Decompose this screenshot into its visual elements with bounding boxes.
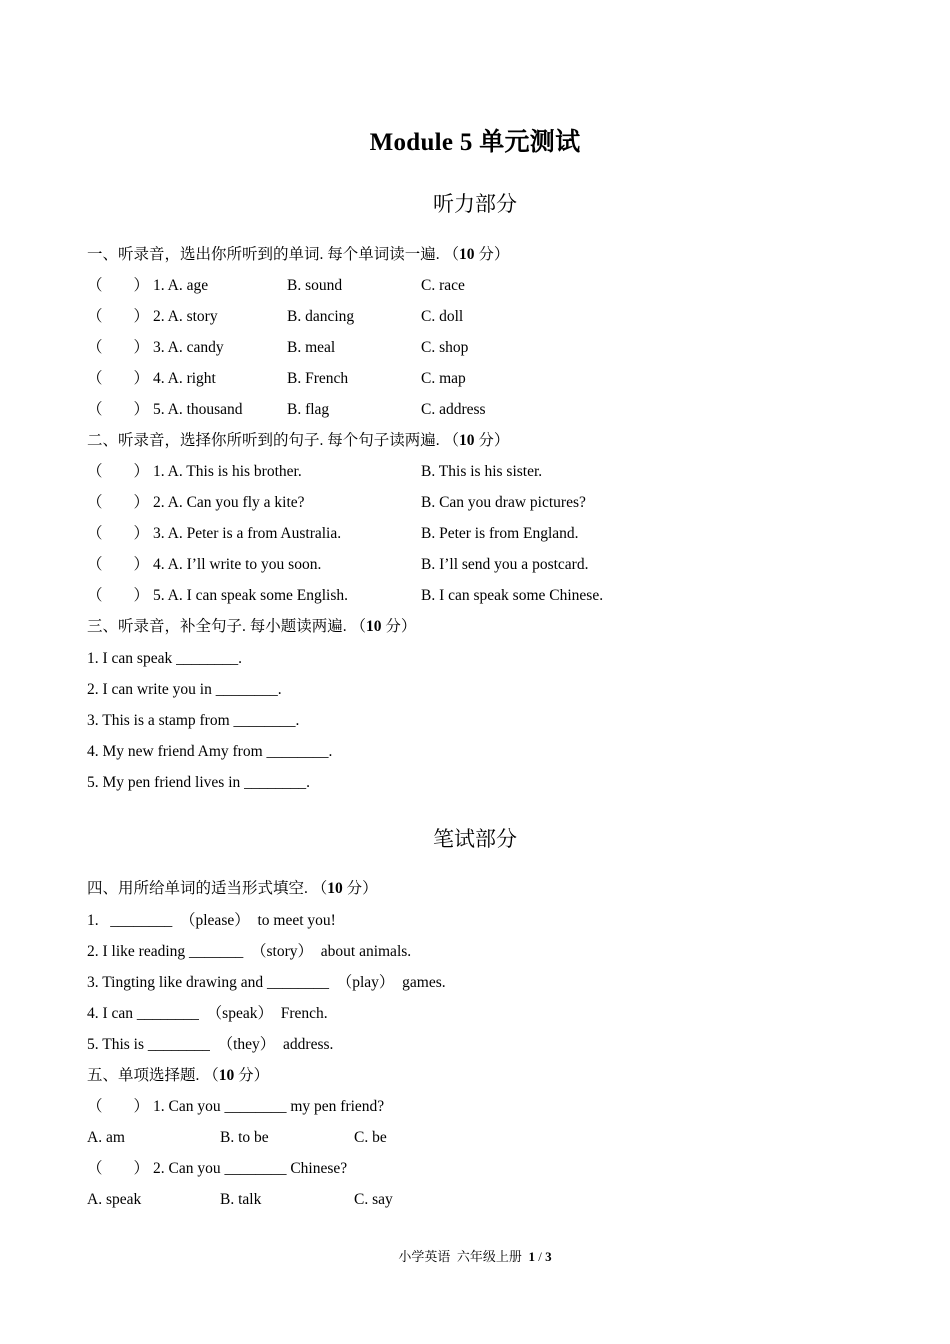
section1-heading: 一、听录音，选出你所听到的单词. 每个单词读一遍. （10 分） — [87, 246, 510, 263]
s4-item-1: 1. ________ （please） to meet you! — [87, 912, 336, 929]
question-text: 1. Can you ________ my pen friend? — [153, 1098, 385, 1115]
page-number: 1 — [528, 1249, 535, 1264]
page-total: 3 — [545, 1249, 552, 1264]
option-b: B. flag — [287, 401, 330, 418]
option-a: 4. A. right — [153, 370, 216, 387]
option-a: 5. A. thousand — [153, 401, 243, 418]
option-b: B. Peter is from England. — [421, 525, 579, 542]
answer-blank: （ ） — [87, 370, 150, 387]
option-b: B. meal — [287, 339, 336, 356]
option-b: B. dancing — [287, 308, 355, 325]
option-c: C. doll — [421, 308, 464, 325]
answer-blank: （ ） — [87, 587, 150, 604]
option-a: 2. A. story — [153, 308, 218, 325]
option-c: C. address — [421, 401, 486, 418]
answer-blank: （ ） — [87, 339, 150, 356]
option-b: B. to be — [220, 1129, 269, 1146]
option-c: C. be — [354, 1129, 387, 1146]
page-title: Module 5 单元测试 — [369, 129, 581, 156]
option-a: 1. A. This is his brother. — [153, 463, 302, 480]
option-c: C. shop — [421, 339, 469, 356]
answer-blank: （ ） — [87, 308, 150, 325]
option-a: 3. A. Peter is a from Australia. — [153, 525, 342, 542]
option-b: B. French — [287, 370, 349, 387]
answer-blank: （ ） — [87, 556, 150, 573]
s3-item-4: 4. My new friend Amy from ________. — [87, 743, 333, 760]
question-text: 2. Can you ________ Chinese? — [153, 1160, 348, 1177]
s3-item-3: 3. This is a stamp from ________. — [87, 712, 300, 729]
option-c: C. race — [421, 277, 465, 294]
answer-blank: （ ） — [87, 525, 150, 542]
answer-blank: （ ） — [87, 1098, 150, 1115]
listening-part-title: 听力部分 — [433, 192, 517, 216]
section4-heading: 四、用所给单词的适当形式填空. （10 分） — [87, 880, 378, 897]
s4-item-5: 5. This is ________ （they） address. — [87, 1036, 334, 1053]
answer-blank: （ ） — [87, 463, 150, 480]
option-b: B. talk — [220, 1191, 262, 1208]
option-a: 4. A. I’ll write to you soon. — [153, 556, 322, 573]
option-a: 3. A. candy — [153, 339, 224, 356]
option-c: C. map — [421, 370, 466, 387]
option-b: B. I can speak some Chinese. — [421, 587, 604, 604]
writing-part-title: 笔试部分 — [433, 827, 517, 851]
section5-heading: 五、单项选择题. （10 分） — [87, 1067, 270, 1084]
s3-item-5: 5. My pen friend lives in ________. — [87, 774, 311, 791]
answer-blank: （ ） — [87, 494, 150, 511]
page-footer: 小学英语 六年级上册 1 / 3 — [398, 1249, 552, 1264]
section3-heading: 三、听录音，补全句子. 每小题读两遍. （10 分） — [87, 618, 417, 635]
s3-item-1: 1. I can speak ________. — [87, 650, 242, 667]
option-a: A. speak — [87, 1191, 142, 1208]
answer-blank: （ ） — [87, 277, 150, 294]
option-c: C. say — [354, 1191, 393, 1208]
s4-item-4: 4. I can ________ （speak） French. — [87, 1005, 328, 1022]
section2-heading: 二、听录音，选择你所听到的句子. 每个句子读两遍. （10 分） — [87, 432, 510, 449]
answer-blank: （ ） — [87, 1160, 150, 1177]
option-b: B. I’ll send you a postcard. — [421, 556, 589, 573]
answer-blank: （ ） — [87, 401, 150, 418]
option-a: 1. A. age — [153, 277, 209, 294]
s4-item-2: 2. I like reading _______ （story） about animals. — [87, 943, 412, 960]
option-b: B. sound — [287, 277, 343, 294]
option-b: B. Can you draw pictures? — [421, 494, 586, 511]
option-a: 2. A. Can you fly a kite? — [153, 494, 305, 511]
option-a: 5. A. I can speak some English. — [153, 587, 349, 604]
option-a: A. am — [87, 1129, 125, 1146]
s3-item-2: 2. I can write you in ________. — [87, 681, 282, 698]
s4-item-3: 3. Tingting like drawing and ________ （play） games. — [87, 974, 446, 991]
option-b: B. This is his sister. — [421, 463, 543, 480]
